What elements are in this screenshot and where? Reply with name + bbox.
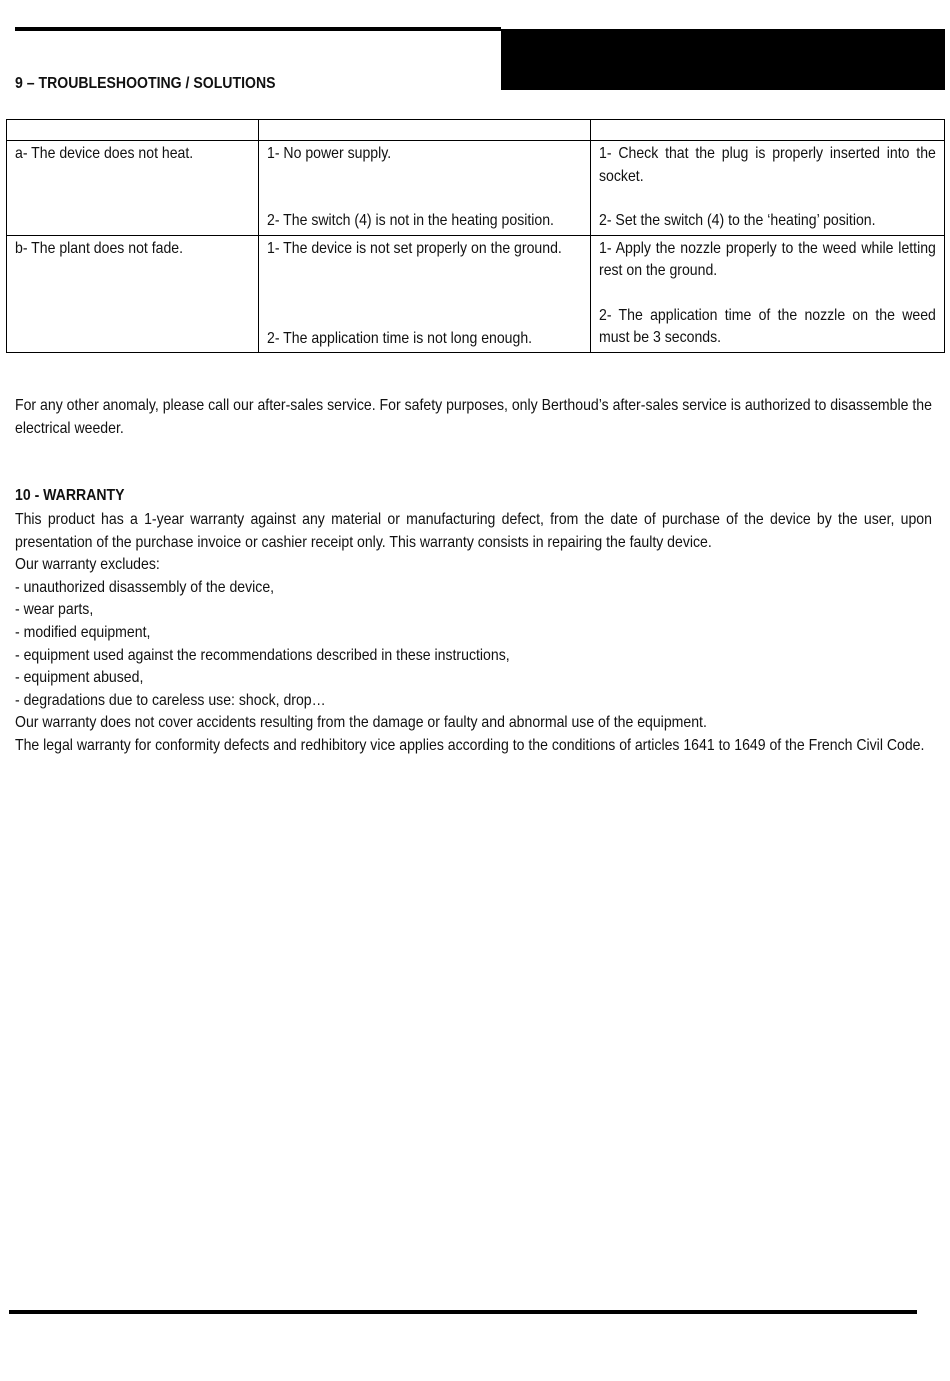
section-9-heading: 9 – TROUBLESHOOTING / SOLUTIONS	[15, 75, 276, 92]
solution-text: 2- The application time of the nozzle on the weed must be 3 seconds.	[599, 306, 936, 346]
cause-text: 1- The device is not set properly on the ground.	[267, 239, 562, 257]
cause-cell	[259, 141, 591, 236]
warranty-legal: The legal warranty for conformity defects and redhibitory vice applies according to the conditions of articles 1641 to 1649 of the French Civil Code.	[15, 736, 925, 754]
table-header-row	[7, 120, 945, 141]
warranty-excludes-label: Our warranty excludes:	[15, 556, 160, 574]
warranty-exclusion-item: - equipment used against the recommendations described in these instructions,	[15, 646, 510, 664]
header-black-banner	[501, 29, 945, 90]
header-top-rule	[15, 27, 501, 31]
solution-text: 1- Apply the nozzle properly to the weed while letting rest on the ground.	[599, 239, 936, 279]
header-cell	[591, 120, 945, 141]
troubleshooting-table	[6, 119, 945, 353]
problem-cell	[7, 235, 259, 353]
table-row	[7, 141, 945, 236]
solution-text: 2- Set the switch (4) to the ‘heating’ position.	[599, 212, 876, 229]
warranty-intro: This product has a 1-year warranty against any material or manufacturing defect, from the date of purchase of the device by the user, upon presentation of the purchase invoice or cashier receipt only. This warranty consists in repairing the faulty device.	[15, 511, 932, 551]
solution-text: 1- Check that the plug is properly inserted into the socket.	[599, 145, 936, 185]
warranty-exclusion-item: - degradations due to careless use: shock, drop…	[15, 691, 326, 709]
cause-text: 1- No power supply.	[267, 145, 392, 162]
solution-cell	[591, 141, 945, 236]
warranty-exclusion-item: - unauthorized disassembly of the device,	[15, 578, 275, 596]
warranty-exclusion-item: - equipment abused,	[15, 669, 144, 687]
section-10-heading: 10 - WARRANTY	[15, 487, 125, 504]
warranty-exclusion-item: - wear parts,	[15, 601, 94, 619]
anomaly-note-text: For any other anomaly, please call our after-sales service. For safety purposes, only Berthoud’s after-sales service is authorized to disassemble the electrical weeder.	[15, 397, 932, 437]
cause-text: 2- The application time is not long enough.	[267, 329, 533, 347]
table-row	[7, 235, 945, 353]
warranty-exclusion-item: - modified equipment,	[15, 623, 151, 641]
solution-cell	[591, 235, 945, 353]
problem-text: a- The device does not heat.	[15, 145, 194, 162]
header-cell	[259, 120, 591, 141]
header-cell	[7, 120, 259, 141]
cause-cell	[259, 235, 591, 353]
warranty-accidents: Our warranty does not cover accidents resulting from the damage or faulty and abnormal use of the equipment.	[15, 714, 707, 732]
footer-rule	[9, 1310, 917, 1314]
cause-text: 2- The switch (4) is not in the heating position.	[267, 212, 554, 229]
problem-cell	[7, 141, 259, 236]
warranty-body	[15, 509, 932, 758]
anomaly-note	[15, 395, 932, 440]
problem-text: b- The plant does not fade.	[15, 239, 184, 257]
